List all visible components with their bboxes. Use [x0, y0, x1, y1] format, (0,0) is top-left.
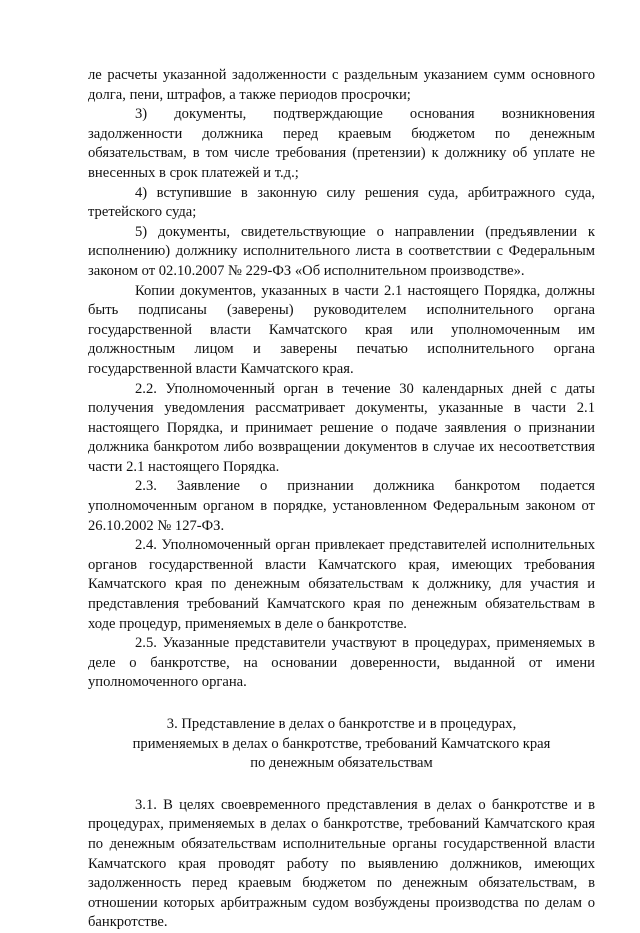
paragraph-item-3: 3) документы, подтверждающие основания возникновения задолженности должника перед краевым бюджетом по денежным обязательствам, в том числе требования (претензии) к должнику об уплате не внесенных в срок платежей и т.д.; — [88, 106, 595, 181]
paragraph-copies: Копии документов, указанных в части 2.1 настоящего Порядка, должны быть подписаны (заверены) руководителем исполнительного органа государственной власти Камчатского края или уполномоченным им должностным лицом и заверены печатью исполнительного органа государственной власти Камчатского края. — [88, 282, 595, 377]
paragraph-2-3: 2.3. Заявление о признании должника банкротом подается уполномоченным органом в порядке, установленном Федеральным законом от 26.10.2002 № 127-ФЗ. — [88, 478, 595, 534]
section-heading-line: по денежным обязательствам — [250, 755, 433, 772]
section-heading — [88, 715, 595, 774]
paragraph-2-5: 2.5. Указанные представители участвуют в процедурах, применяемых в деле о банкротстве, на основании доверенности, выданной от имени уполномоченного органа. — [88, 635, 595, 691]
paragraph-2-2: 2.2. Уполномоченный орган в течение 30 календарных дней с даты получения уведомления рассматривает документы, указанные в части 2.1 настоящего Порядка, и принимает решение о подаче заявления о признании должника банкротом либо возвращении документов в случае их несоответствия части 2.1 настоящего Порядка. — [88, 380, 595, 475]
paragraph-2-4: 2.4. Уполномоченный орган привлекает представителей исполнительных органов государственной власти Камчатского края, имеющих требования Камчатского края по денежным обязательствам к должнику, для участия и представления требований Камчатского края по денежным обязательствам в ходе процедур, применяемых в деле о банкротстве. — [88, 537, 595, 632]
paragraph-item-4: 4) вступившие в законную силу решения суда, арбитражного суда, третейского суда; — [88, 184, 595, 221]
paragraph-item-5: 5) документы, свидетельствующие о направлении (предъявлении к исполнению) должнику исполнительного листа в соответствии с Федеральным законом от 02.10.2007 № 229-ФЗ «Об исполнительном производстве». — [88, 223, 595, 279]
section-heading-line: 3. Представление в делах о банкротстве и в процедурах, — [166, 716, 517, 732]
section-heading-line: применяемых в делах о банкротстве, требований Камчатского края — [132, 735, 551, 752]
paragraph-3-1: 3.1. В целях своевременного представления в делах о банкротстве и в процедурах, применяемых в делах о банкротстве, требований Камчатского края по денежным обязательствам исполнительные органы государственной власти Камчатского края проводят работу по выявлению должников, имеющих задолженность перед краевым бюджетом по денежным обязательствам, в отношении которых арбитражным судом возбуждены производства по делам о банкротстве. — [88, 796, 595, 931]
paragraph-continuation: ле расчеты указанной задолженности с раздельным указанием сумм основного долга, пени, штрафов, а также периодов просрочки; — [88, 67, 595, 103]
